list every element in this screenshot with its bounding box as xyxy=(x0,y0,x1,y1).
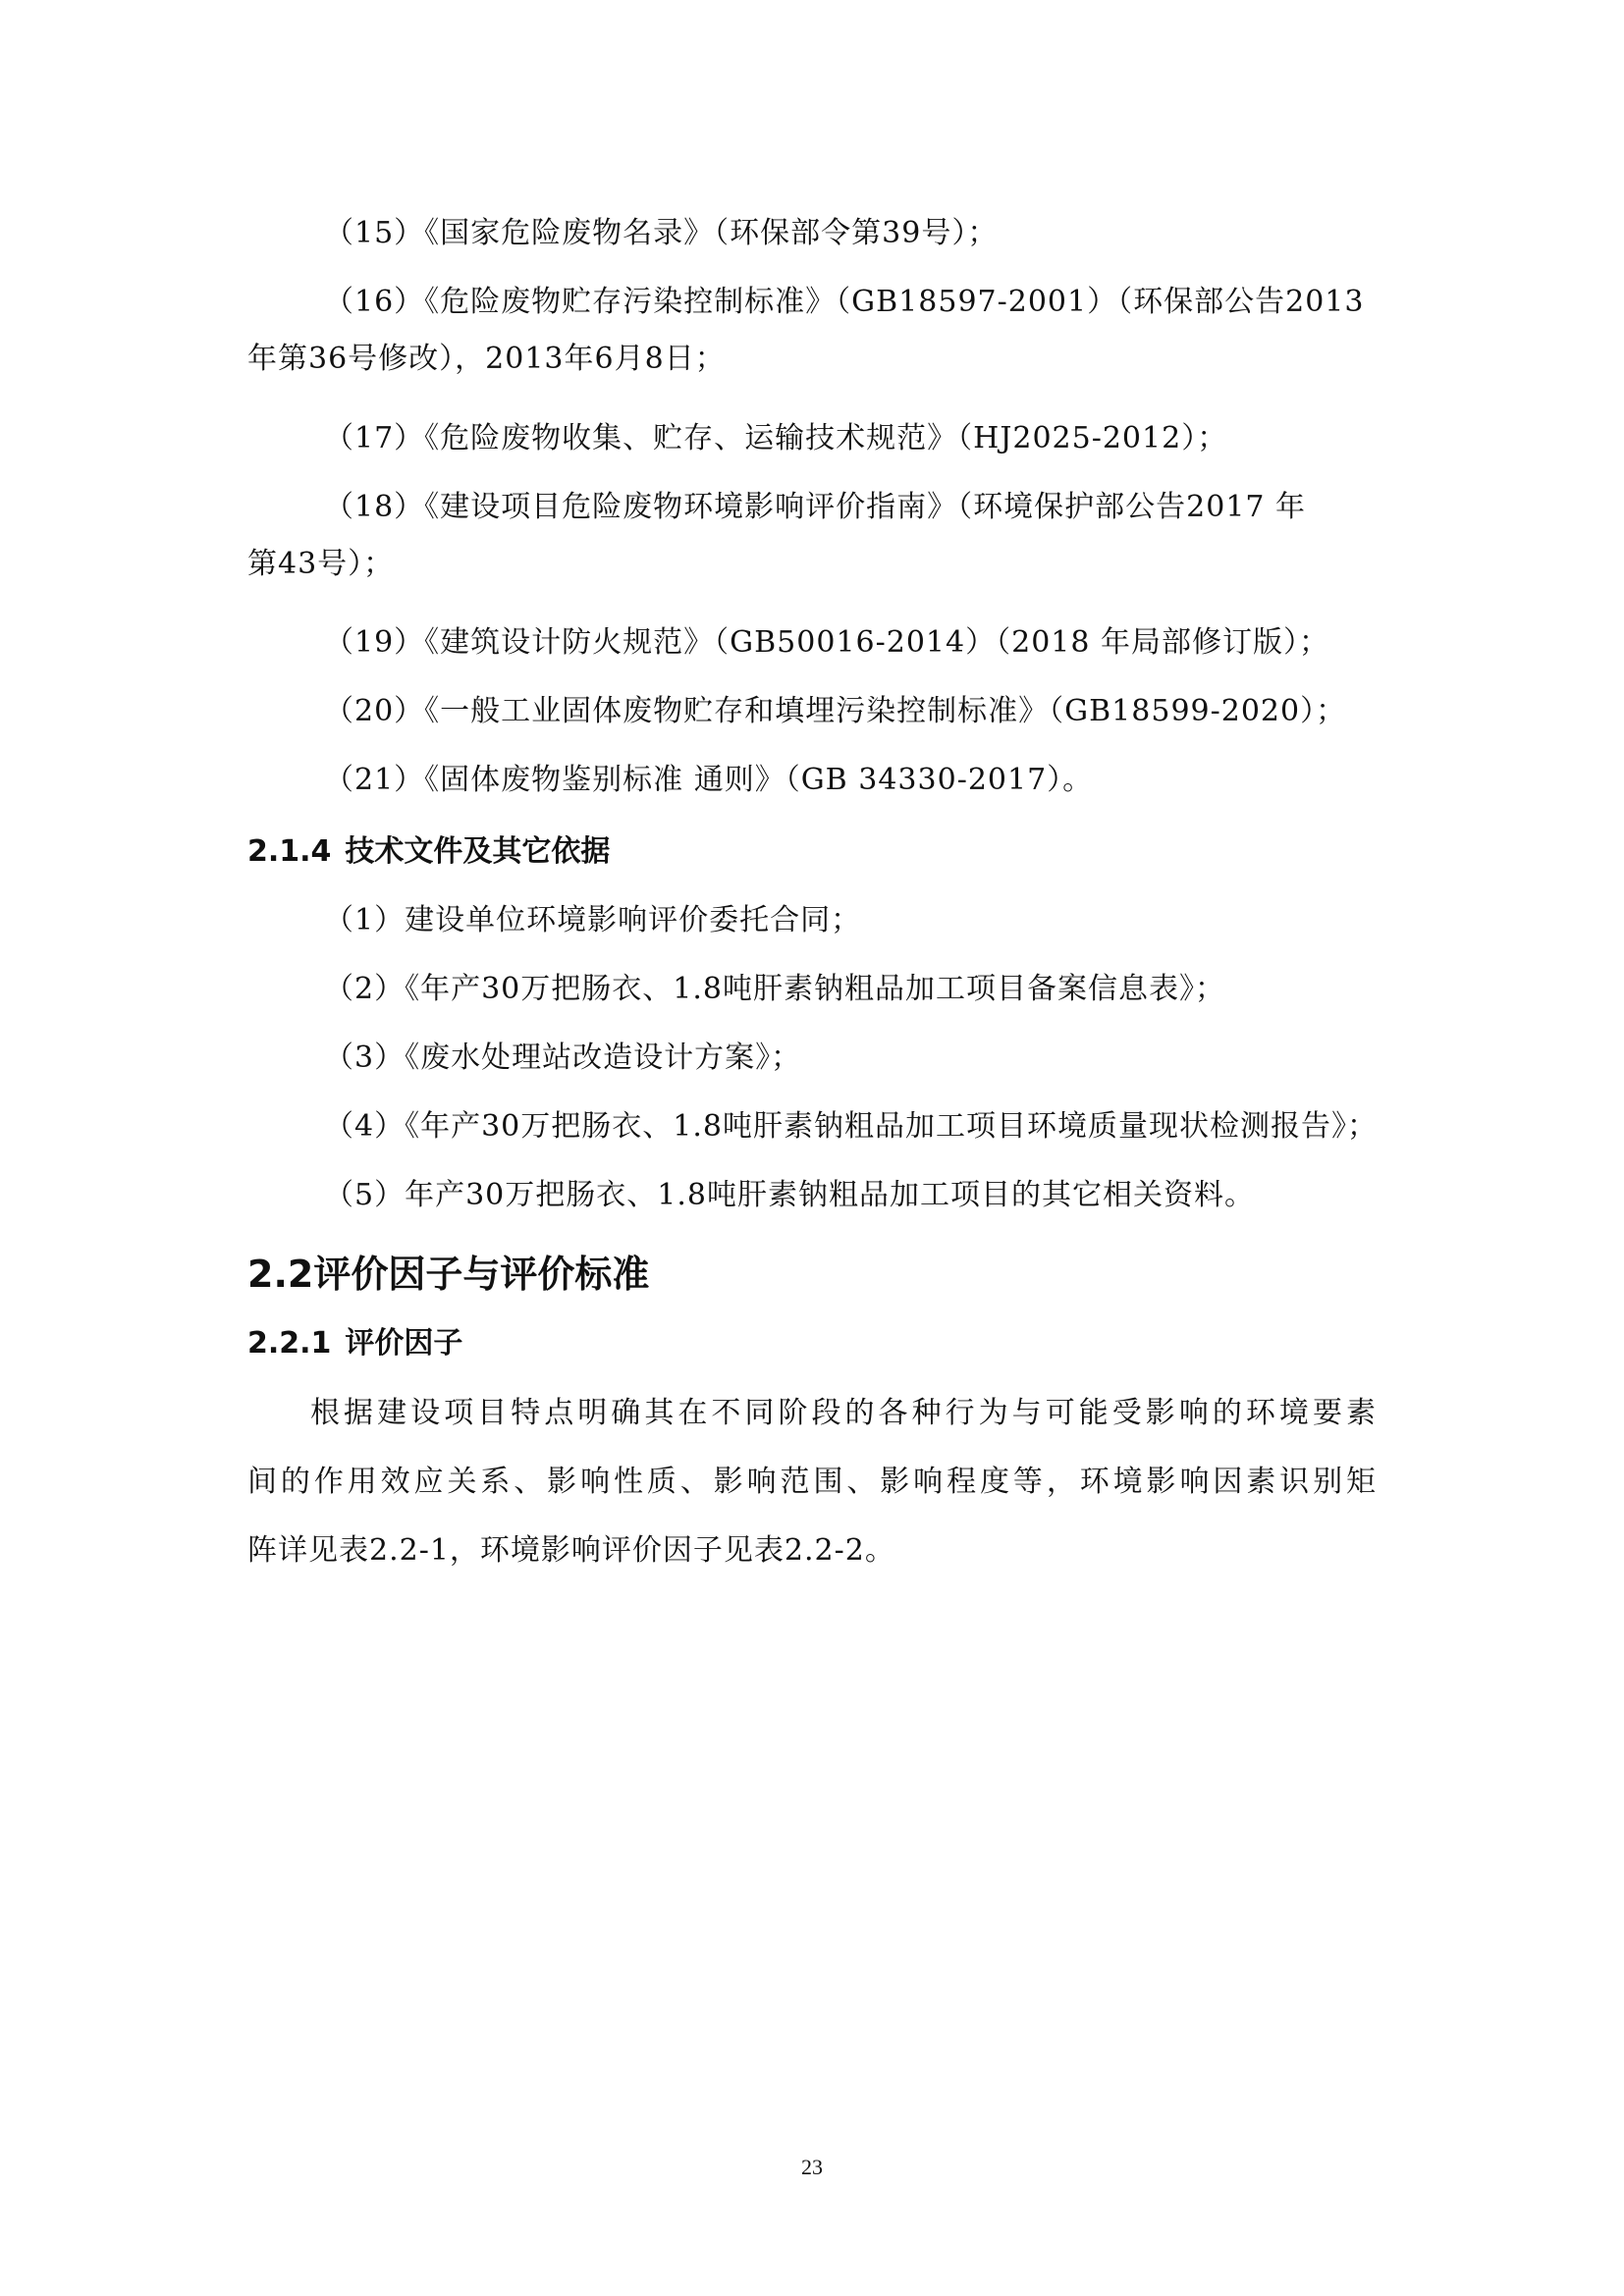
basis-item-4: （4）《年产30万把肠衣、1.8吨肝素钠粗品加工项目环境质量现状检测报告》； xyxy=(324,1109,1378,1144)
section-heading-2-2: 2.2评价因子与评价标准 xyxy=(247,1253,650,1296)
basis-item-1: （1）建设单位环境影响评价委托合同； xyxy=(324,903,862,937)
reference-item-15: （15）《国家危险废物名录》（环保部令第39号）； xyxy=(324,216,999,250)
basis-item-2: （2）《年产30万把肠衣、1.8吨肝素钠粗品加工项目备案信息表》； xyxy=(324,972,1225,1006)
paragraph-line-3: 阵详见表2.2-1，环境影响评价因子见表2.2-2。 xyxy=(247,1533,895,1568)
section-heading-2-2-1 xyxy=(247,1324,462,1363)
section-number: 2.1.4 xyxy=(247,834,332,869)
paragraph-line-1: 根据建设项目特点明确其在不同阶段的各种行为与可能受影响的环境要素 xyxy=(310,1396,1377,1430)
basis-item-5: （5）年产30万把肠衣、1.8吨肝素钠粗品加工项目的其它相关资料。 xyxy=(324,1178,1255,1212)
reference-item-20: （20）《一般工业固体废物贮存和填埋污染控制标准》（GB18599-2020）； xyxy=(324,694,1347,728)
reference-item-17: （17）《危险废物收集、贮存、运输技术规范》（HJ2025-2012）； xyxy=(324,421,1228,455)
reference-item-19: （19）《建筑设计防火规范》（GB50016-2014）（2018 年局部修订版）； xyxy=(324,625,1329,660)
section-title: 评价因子 xyxy=(345,1326,463,1361)
reference-item-21: （21）《固体废物鉴别标准 通则》（GB 34330-2017）。 xyxy=(324,763,1094,797)
reference-item-16-line2: 年第36号修改），2013年6月8日； xyxy=(247,342,726,376)
section-title: 技术文件及其它依据 xyxy=(345,834,611,869)
reference-item-18-line2: 第43号）； xyxy=(247,547,395,581)
basis-item-3: （3）《废水处理站改造设计方案》； xyxy=(324,1041,802,1075)
page-number: 23 xyxy=(801,2155,823,2179)
section-heading-2-1-4 xyxy=(247,832,610,872)
section-number: 2.2.1 xyxy=(247,1326,332,1361)
paragraph-line-2: 间的作用效应关系、影响性质、影响范围、影响程度等，环境影响因素识别矩 xyxy=(247,1465,1377,1499)
reference-item-18-line1: （18）《建设项目危险废物环境影响评价指南》（环境保护部公告2017 年 xyxy=(324,490,1307,524)
reference-item-16-line1: （16）《危险废物贮存污染控制标准》（GB18597-2001）（环保部公告2013 xyxy=(324,285,1365,319)
